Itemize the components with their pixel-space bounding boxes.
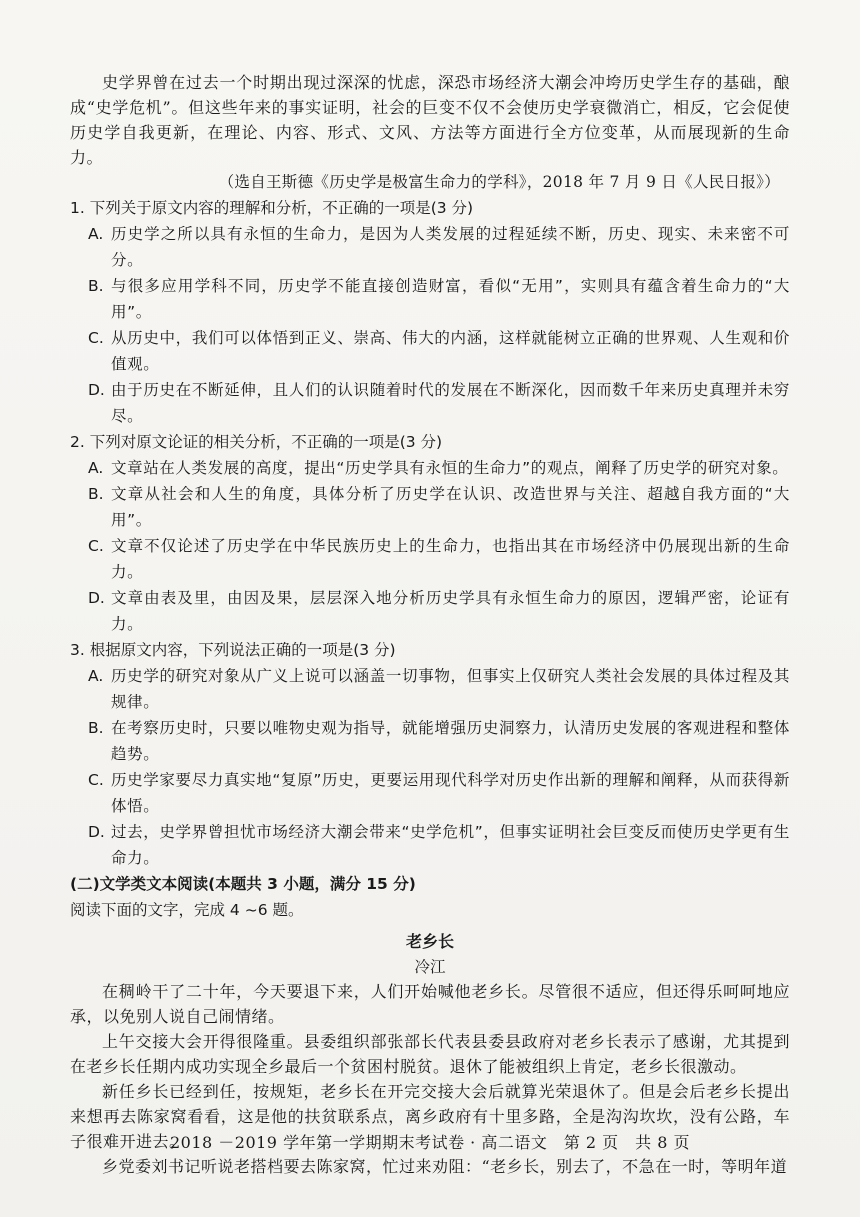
option-b xyxy=(70,481,790,533)
story-paragraph: 在稠岭干了二十年，今天要退下来，人们开始喊他老乡长。尽管很不适应，但还得乐呵呵地应承，以免别人说自己闹情绪。 xyxy=(70,982,790,1026)
option-letter: B. xyxy=(88,485,104,503)
option-a xyxy=(70,221,790,273)
story-title: 老乡长 xyxy=(405,932,454,951)
option-letter: C. xyxy=(88,771,104,789)
question-3 xyxy=(70,637,790,871)
section-instruction: 阅读下面的文字，完成 4 ~6 题。 xyxy=(70,901,304,919)
option-b xyxy=(70,715,790,767)
page-content xyxy=(70,70,790,1179)
section-heading: (二)文学类文本阅读(本题共 3 小题，满分 15 分) xyxy=(70,875,416,893)
option-text: 历史学之所以具有永恒的生命力，是因为人类发展的过程延续不断，历史、现实、未来密不可分。 xyxy=(111,225,790,269)
option-text: 文章不仅论述了历史学在中华民族历史上的生命力，也指出其在市场经济中仍展现出新的生命力。 xyxy=(111,537,790,581)
question-stem: 1. 下列关于原文内容的理解和分析，不正确的一项是(3 分) xyxy=(70,199,474,217)
option-b xyxy=(70,273,790,325)
option-text: 在考察历史时，只要以唯物史观为指导，就能增强历史洞察力，认清历史发展的客观进程和整体趋势。 xyxy=(111,719,790,763)
option-c xyxy=(70,325,790,377)
option-text: 历史学的研究对象从广义上说可以涵盖一切事物，但事实上仅研究人类社会发展的具体过程及其规律。 xyxy=(111,667,790,711)
option-letter: A. xyxy=(88,667,104,685)
option-a xyxy=(70,455,790,481)
page-footer: 2018 －2019 学年第一学期期末考试卷 · 高二语文 第 2 页 共 8 页 xyxy=(169,1133,691,1152)
option-d xyxy=(70,819,790,871)
source-citation: （选自王斯德《历史学是极富生命力的学科》，2018 年 7 月 9 日《人民日报》） xyxy=(218,173,780,191)
option-text: 文章从社会和人生的角度，具体分析了历史学在认识、改造世界与关注、超越自我方面的“大用”。 xyxy=(111,485,790,529)
option-letter: B. xyxy=(88,277,104,295)
option-text: 从历史中，我们可以体悟到正义、崇高、伟大的内涵，这样就能树立正确的世界观、人生观和价值观。 xyxy=(111,329,790,373)
story-paragraph: 新任乡长已经到任，按规矩，老乡长在开完交接大会后就算光荣退休了。但是会后老乡长提出来想再去陈家窝看看，这是他的扶贫联系点，离乡政府有十里多路，全是沟沟坎坎，没有公路，车子很难开进去。 xyxy=(70,1082,790,1151)
option-letter: D. xyxy=(88,823,105,841)
option-c xyxy=(70,533,790,585)
option-letter: C. xyxy=(88,329,104,347)
option-text: 历史学家要尽力真实地“复原”历史，更要运用现代科学对历史作出新的理解和阐释，从而获得新体悟。 xyxy=(111,771,790,815)
question-1 xyxy=(70,195,790,429)
question-stem: 2. 下列对原文论证的相关分析，不正确的一项是(3 分) xyxy=(70,433,443,451)
story-author: 冷江 xyxy=(414,958,446,976)
question-stem: 3. 根据原文内容，下列说法正确的一项是(3 分) xyxy=(70,641,396,659)
option-d xyxy=(70,377,790,429)
option-letter: A. xyxy=(88,225,104,243)
question-2 xyxy=(70,429,790,637)
option-letter: B. xyxy=(88,719,104,737)
story-paragraph: 乡党委刘书记听说老搭档要去陈家窝，忙过来劝阻：“老乡长，别去了，不急在一时，等明年道 xyxy=(102,1157,788,1176)
option-d xyxy=(70,585,790,637)
option-text: 文章由表及里，由因及果，层层深入地分析历史学具有永恒生命力的原因，逻辑严密，论证有力。 xyxy=(111,589,790,633)
option-letter: D. xyxy=(88,381,105,399)
option-a xyxy=(70,663,790,715)
option-letter: A. xyxy=(88,459,104,477)
intro-paragraph: 史学界曾在过去一个时期出现过深深的忧虑，深恐市场经济大潮会冲垮历史学生存的基础，酿成“史学危机”。但这些年来的事实证明，社会的巨变不仅不会使历史学衰微消亡，相反，它会促使历史学自我更新，在理论、内容、形式、文风、方法等方面进行全方位变革，从而展现新的生命力。 xyxy=(70,73,790,167)
option-text: 由于历史在不断延伸，且人们的认识随着时代的发展在不断深化，因而数千年来历史真理并未穷尽。 xyxy=(111,381,790,425)
option-text: 与很多应用学科不同，历史学不能直接创造财富，看似“无用”，实则具有蕴含着生命力的“大用”。 xyxy=(111,277,790,321)
option-text: 过去，史学界曾担忧市场经济大潮会带来“史学危机”，但事实证明社会巨变反而使历史学更有生命力。 xyxy=(111,823,790,867)
story-paragraph: 上午交接大会开得很隆重。县委组织部张部长代表县委县政府对老乡长表示了感谢，尤其提到在老乡长任期内成功实现全乡最后一个贫困村脱贫。退休了能被组织上肯定，老乡长很激动。 xyxy=(70,1032,790,1076)
option-c xyxy=(70,767,790,819)
option-letter: C. xyxy=(88,537,104,555)
option-letter: D. xyxy=(88,589,105,607)
option-text: 文章站在人类发展的高度，提出“历史学具有永恒的生命力”的观点，阐释了历史学的研究对象。 xyxy=(111,459,789,477)
